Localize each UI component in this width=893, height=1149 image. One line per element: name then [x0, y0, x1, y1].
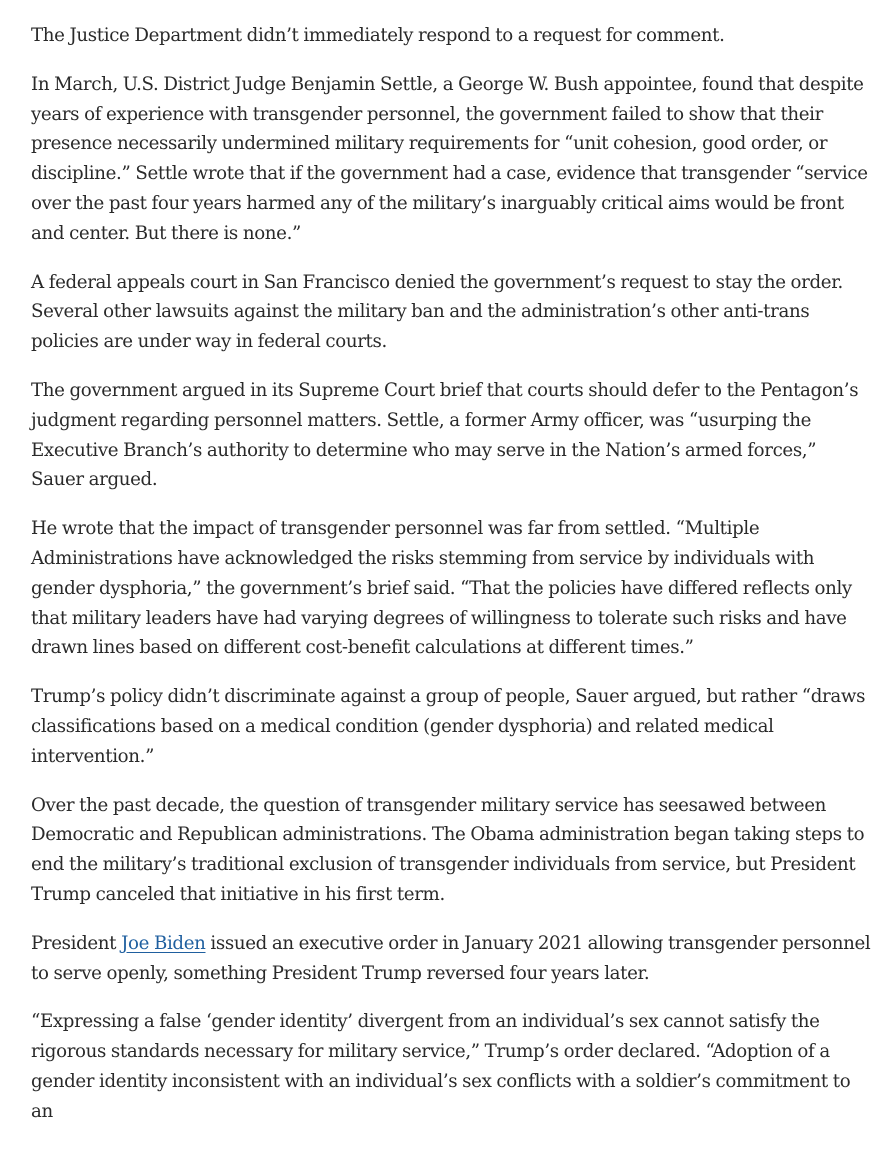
paragraph [31, 929, 873, 989]
paragraph: “Expressing a false ‘gender identity’ divergent from an individual’s sex cannot satisfy the rigorous standards necessary for military service,” Trump’s order declared. “Adoption of a gender identity inconsistent with an individual’s sex conflicts with a soldier’s commitment to an [31, 1011, 851, 1122]
paragraph: He wrote that the impact of transgender personnel was far from settled. “Multiple Administrations have acknowledged the risks stemming from service by individuals with gender dysphoria,” the government’s brief said. “That the policies have differed reflects only that military leaders have had varying degrees of willingness to tolerate such risks and have drawn lines based on different cost-benefit calculations at different times.” [31, 518, 852, 659]
joe-biden-link[interactable]: Joe Biden [121, 932, 206, 954]
paragraph: The government argued in its Supreme Court brief that courts should defer to the Pentagon’s judgment regarding personnel matters. Settle, a former Army officer, was “usurping the Executive Branch’s authority to determine who may serve in the Nation’s armed forces,” Sauer argued. [31, 379, 859, 491]
article-body [31, 21, 873, 1146]
paragraph: Over the past decade, the question of transgender military service has seesawed between Democratic and Republican administrations. The Obama administration began taking steps to end the military’s traditional exclusion of transgender individuals from service, but President Trump canceled that initiative in his first term. [31, 794, 865, 905]
paragraph: Trump’s policy didn’t discriminate against a group of people, Sauer argued, but rather “draws classifications based on a medical condition (gender dysphoria) and related medical intervention.” [31, 686, 866, 767]
paragraph: In March, U.S. District Judge Benjamin Settle, a George W. Bush appointee, found that despite years of experience with transgender personnel, the government failed to show that their presence necessarily undermined military requirements for “unit cohesion, good order, or discipline.” Settle wrote that if the government had a case, evidence that transgender “service over the past four years harmed any of the military’s inarguably critical aims would be front and center. But there is none.” [31, 73, 868, 244]
paragraph-text-before-link: President [31, 932, 122, 954]
paragraph: The Justice Department didn’t immediately respond to a request for comment. [31, 25, 725, 46]
paragraph: A federal appeals court in San Francisco denied the government’s request to stay the order. Several other lawsuits against the military ban and the administration’s other anti-trans policies are under way in federal courts. [31, 271, 843, 353]
paragraph-text-after-link: issued an executive order in January 2021 allowing transgender personnel to serve openly, something President Trump reversed four years later. [31, 932, 871, 984]
